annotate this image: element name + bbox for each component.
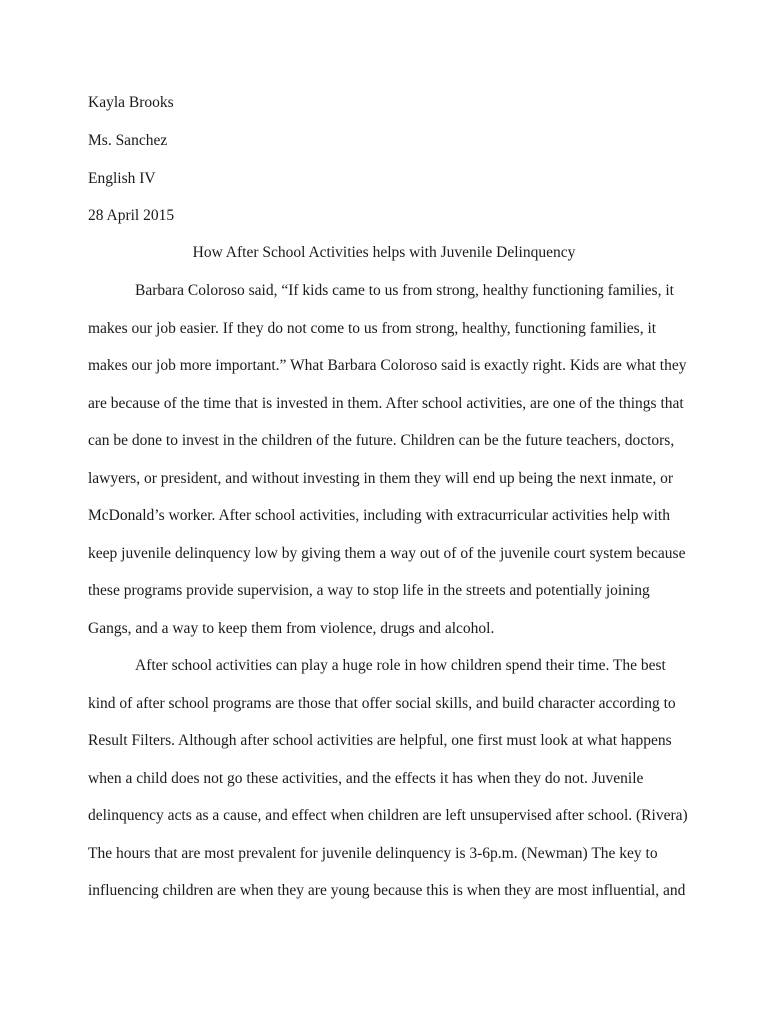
paragraph-line: Result Filters. Although after school activities are helpful, one first must look at what happens (88, 732, 672, 749)
paragraph-line: when a child does not go these activities, and the effects it has when they do not. Juvenile (88, 770, 644, 787)
paragraph-line: Gangs, and a way to keep them from violence, drugs and alcohol. (88, 620, 495, 637)
paragraph-line: can be done to invest in the children of the future. Children can be the future teachers, doctors, (88, 432, 675, 449)
paragraph-line: keep juvenile delinquency low by giving them a way out of of the juvenile court system because (88, 545, 686, 562)
paragraph-line: The hours that are most prevalent for juvenile delinquency is 3-6p.m. (Newman) The key to (88, 845, 658, 862)
paragraph-line: kind of after school programs are those that offer social skills, and build character according to (88, 695, 676, 712)
paragraph-line: Barbara Coloroso said, “If kids came to us from strong, healthy functioning families, it (135, 282, 674, 299)
paragraph-line: McDonald’s worker. After school activities, including with extracurricular activities help with (88, 507, 670, 524)
essay-title: How After School Activities helps with Juvenile Delinquency (192, 244, 576, 261)
paragraph-line: influencing children are when they are young because this is when they are most influential, and (88, 882, 686, 899)
course-name: English IV (88, 170, 156, 187)
paragraph-line: delinquency acts as a cause, and effect when children are left unsupervised after school. (Rivera) (88, 807, 688, 824)
essay-date: 28 April 2015 (88, 207, 175, 224)
paragraph-line: makes our job easier. If they do not come to us from strong, healthy, functioning families, it (88, 320, 657, 337)
author-name: Kayla Brooks (88, 94, 174, 111)
paragraph-line: After school activities can play a huge role in how children spend their time. The best (135, 657, 666, 674)
paragraph-line: these programs provide supervision, a way to stop life in the streets and potentially joining (88, 582, 650, 599)
paragraph-line: lawyers, or president, and without investing in them they will end up being the next inmate, or (88, 470, 674, 487)
paragraph-line: are because of the time that is invested in them. After school activities, are one of the things that (88, 395, 684, 412)
paragraph-line: makes our job more important.” What Barbara Coloroso said is exactly right. Kids are what they (88, 357, 687, 374)
teacher-name: Ms. Sanchez (88, 132, 168, 149)
